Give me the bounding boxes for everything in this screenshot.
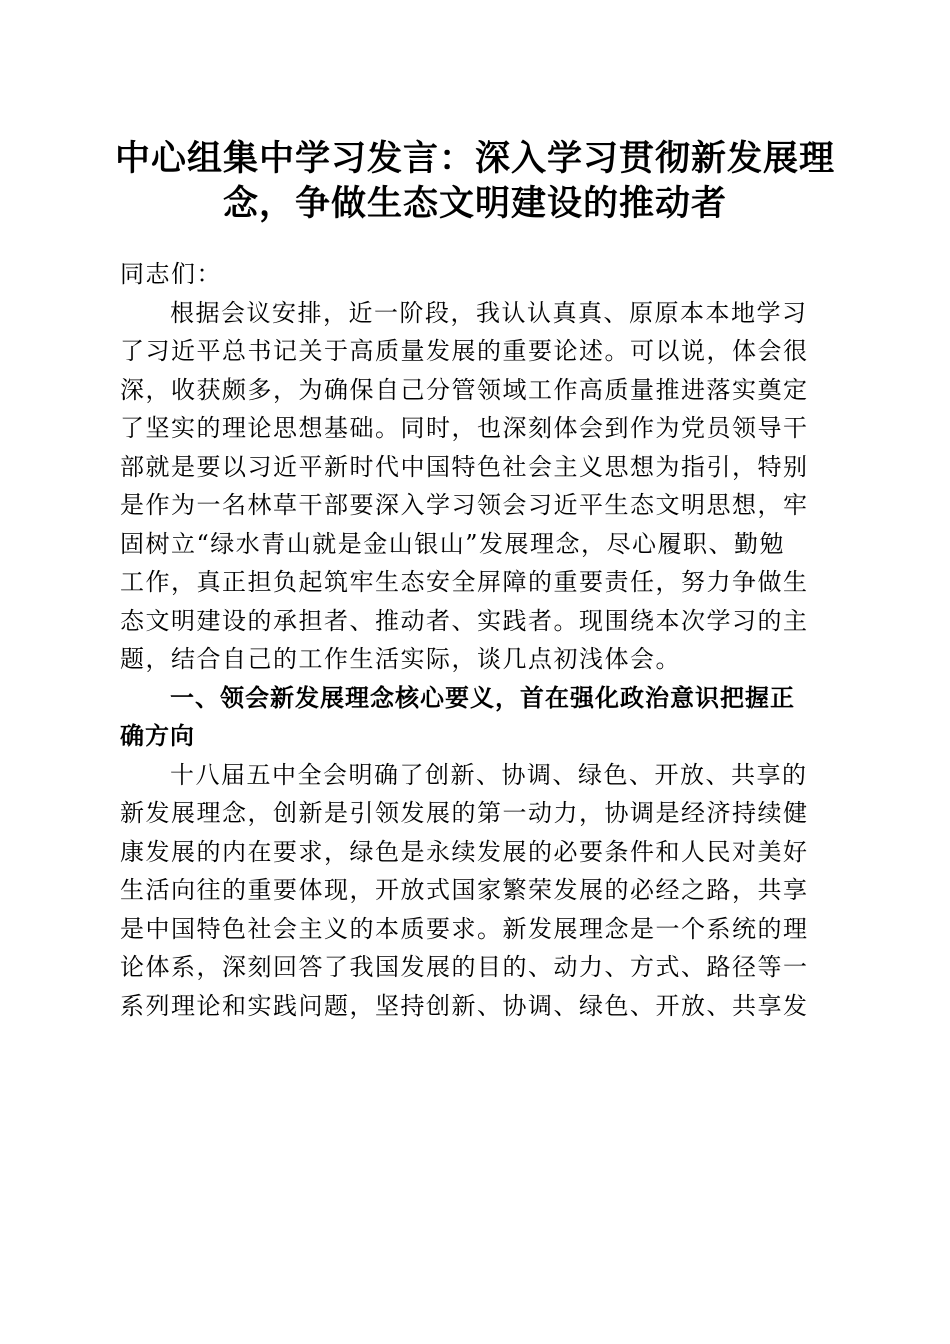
paragraph-line: 了坚实的理论思想基础。同时，也深刻体会到作为党员领导干 (120, 414, 809, 442)
paragraph-line: 固树立“绿水青山就是金山银山”发展理念，尽心履职、勤勉 (120, 529, 786, 558)
paragraph-1 (120, 294, 824, 679)
document-title (100, 136, 850, 226)
paragraph-line: 是中国特色社会主义的本质要求。新发展理念是一个系统的理 (120, 914, 809, 943)
title-line-2: 念，争做生态文明建设的推动者 (222, 183, 727, 224)
paragraph-line: 深，收获颇多，为确保自己分管领域工作高质量推进落实奠定 (120, 375, 809, 404)
heading-line: 一、领会新发展理念核心要义，首在强化政治意识把握正 (170, 683, 795, 712)
salutation: 同志们： (120, 260, 222, 288)
paragraph-line: 工作，真正担负起筑牢生态安全屏障的重要责任，努力争做生 (120, 568, 809, 596)
paragraph-line: 了习近平总书记关于高质量发展的重要论述。可以说，体会很 (120, 337, 809, 365)
paragraph-line: 部就是要以习近平新时代中国特色社会主义思想为指引，特别 (120, 452, 809, 481)
paragraph-line: 生活向往的重要体现，开放式国家繁荣发展的必经之路，共享 (120, 876, 809, 904)
paragraph-line: 康发展的内在要求，绿色是永续发展的必要条件和人民对美好 (120, 837, 809, 866)
title-line-1: 中心组集中学习发言：深入学习贯彻新发展理 (114, 138, 835, 179)
paragraph-line: 新发展理念，创新是引领发展的第一动力，协调是经济持续健 (120, 799, 809, 827)
paragraph-line: 十八届五中全会明确了创新、协调、绿色、开放、共享的 (170, 760, 808, 789)
document-body (120, 255, 824, 1025)
paragraph-line: 是作为一名林草干部要深入学习领会习近平生态文明思想，牢 (120, 491, 809, 519)
paragraph-2 (120, 756, 824, 1026)
paragraph-line: 论体系，深刻回答了我国发展的目的、动力、方式、路径等一 (120, 953, 809, 981)
paragraph-line: 系列理论和实践问题，坚持创新、协调、绿色、开放、共享发 (120, 991, 809, 1020)
paragraph-line: 根据会议安排，近一阶段，我认认真真、原原本本地学习 (170, 298, 808, 327)
heading-line: 确方向 (120, 722, 195, 750)
paragraph-line: 态文明建设的承担者、推动者、实践者。现围绕本次学习的主 (120, 606, 809, 635)
section-1-heading (120, 679, 824, 756)
paragraph-line: 题，结合自己的工作生活实际，谈几点初浅体会。 (120, 645, 681, 673)
